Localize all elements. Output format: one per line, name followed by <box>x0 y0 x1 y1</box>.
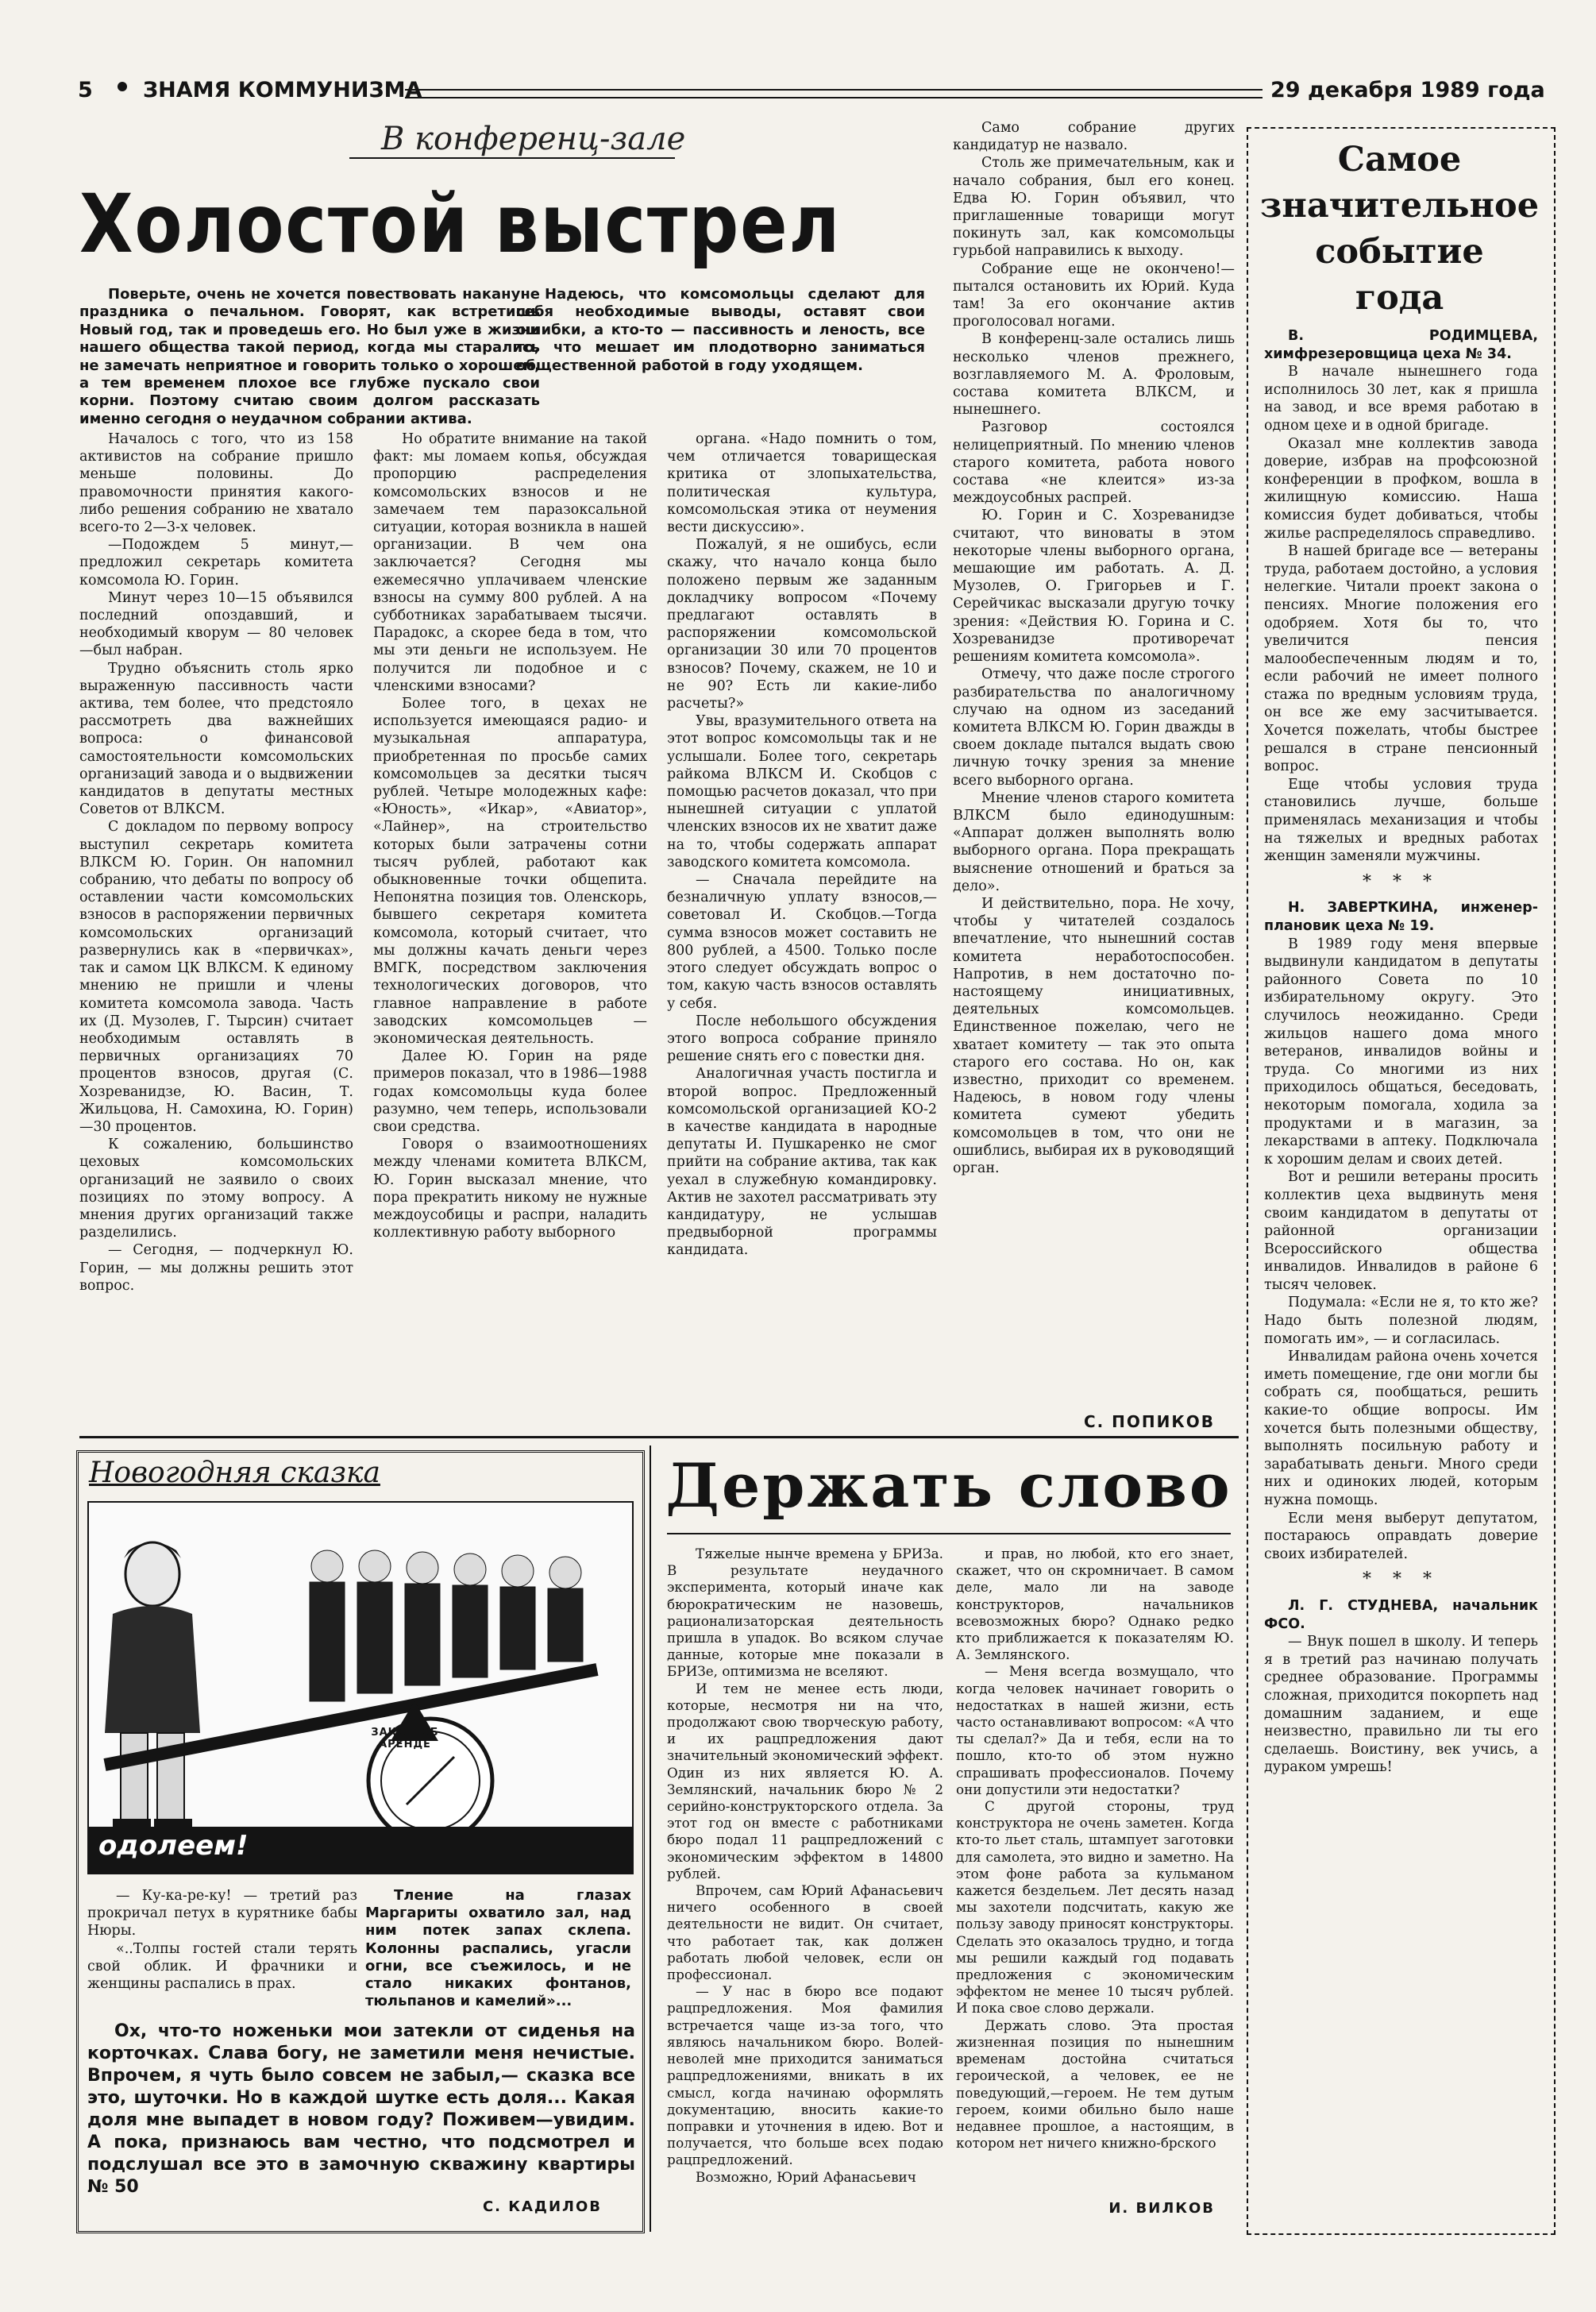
article2-column-1 <box>667 1546 943 2229</box>
paragraph: Но обратите внимание на такой факт: мы ломаем копья, обсуждая пропорцию распределения комсомольских взносов и не замечаем тем паразоксальной ситуации, которая возникла в нашей организации. В чем она заключается? Сегодня мы ежемесячно уплачиваем членские взносы на сумму 800 рублей. А на субботниках зарабатываем тысячи. Парадокс, а скорее беда в том, что мы эти деньги не используем. Не получится ли подобное и с членскими взносами? <box>373 431 647 694</box>
fairy-column-right <box>365 1887 631 2014</box>
entry-author: Л. Г. СТУДНЕВА, начальник ФСО. <box>1264 1597 1538 1632</box>
sidebar-title <box>1255 137 1544 321</box>
paragraph: Трудно объяснить столь ярко выраженную пассивность части актива, тем более, что предстояло рассмотреть два важнейших вопроса: о финансовой самостоятельности комсомольских организаций завода и о выдвижении кандидатов в депутаты местных Советов от ВЛКСМ. <box>79 660 353 818</box>
paragraph: С докладом по первому вопросу выступил секретарь комитета ВЛКСМ Ю. Горин. Он напомнил собранию, что дебаты по вопросу об оставлении части комсомольских взносов в распоряжении первичных комсомольских организаций развернулись как в «первичках», так и самом ЦК ВЛКСМ. К единому мнению не пришли и члены комитета комсомола завода. Часть их (Д. Музолев, Г. Тырсин) считает необходимым оставлять в первичных организациях 70 процентов взносов, другая (С. Хозреванидзе, Ю. Васин, Т. Жильцова, Н. Самохина, Ю. Горин)—30 процентов. <box>79 819 353 1135</box>
paragraph: И тем не менее есть люди, которые, несмотря ни на что, продолжают свою творческую работу, и их рацпредложения дают значительный экономический эффект. Один из них является Ю. А. Землянский, начальник бюро № 2 серийно-конструкторского отдела. За этот год он вместе с работниками бюро подал 11 рацпредложений с экономическим эффектом в 14800 рублей. <box>667 1680 943 1882</box>
paragraph: Столь же примечательным, как и начало собрания, был его конец. Едва Ю. Горин объявил, что приглашенные товарищи могут покинуть зал, как комсомольцы гурьбой направились к выходу. <box>953 155 1235 260</box>
paragraph: В 1989 году меня впервые выдвинули кандидатом в депутаты районного Совета по 10 избирательному округу. Это случилось неожиданно. Среди жильцов нашего дома много ветеранов, инвалидов войны и труда. Со многими из них приходилось общаться, беседовать, некоторым помогала, ходила за продуктами и в магазин, за лекарствами в аптеку. Подключала к хорошим делам и своих детей. <box>1264 936 1538 1168</box>
paragraph: Более того, в цехах не используется имеющаяся радио- и музыкальная аппаратура, приобретенная по просьбе самих комсомольцев за десятки тысяч рублей. Четыре молодежных кафе: «Юность», «Икар», «Авиатор», «Лайнер», на строительство которых были затрачены сотни тысяч рублей, работают как обыкновенные точки общепита. Непонятна позиция тов. Оленскорь, бывшего секретаря комитета комсомола, который считает, что мы должны качать деньги через ВМГК, посредством заключения технологических договоров, что главное направление в работе заводских комсомольцев — экономическая деятельность. <box>373 696 647 1047</box>
article1-column-2 <box>373 430 647 1433</box>
article2-column-2 <box>956 1546 1234 2190</box>
section-rule <box>79 1436 1239 1438</box>
bullet-icon <box>118 82 127 91</box>
paper-name: ЗНАМЯ КОММУНИЗМА <box>143 78 422 102</box>
masthead-rule <box>405 89 1263 98</box>
paragraph: Еще чтобы условия труда становились лучше, больше применялась механизация и чтобы на тяжелых и вредных работах женщин заменяли мужчины. <box>1264 776 1538 865</box>
paragraph: Если меня выберут депутатом, постараюсь оправдать доверие своих избирателей. <box>1264 1510 1538 1562</box>
paragraph: Ю. Горин и С. Хозреванидзе считают, что виноваты в этом некоторые члены выборного органа, мешающие им работать. А. Д. Музолев, О. Григорьев и Г. Серейчикас высказали другую точку зрения: «Действия Ю. Горина и С. Хозреванидзе противоречат решениям комитета комсомола». <box>953 508 1235 666</box>
cartoon-drawing <box>89 1503 632 1873</box>
paragraph: Минут через 10—15 объявился последний опоздавший, и необходимый кворум — 80 человек—был набран. <box>79 589 353 659</box>
sidebar-title-line: Самое <box>1337 140 1462 179</box>
lead-paragraph: Поверьте, очень не хочется повествовать накануне праздника о печальном. Говорят, как встретишь Новый год, так и проведешь его. Но был уже в жизни нашего общества такой период, когда мы старались не замечать неприятное и говорить только о хорошем, а тем временем плохое все глубже пускало свои корни. Поэтому считаю своим долгом рассказать именно сегодня о неудачном собрании актива. <box>79 286 540 427</box>
paragraph: В нашей бригаде все — ветераны труда, работаем достойно, а условия нелегкие. Читали проект закона о пенсиях. Многие положения его одобряем. Хотя бы то, что увеличится пенсия малообеспеченным людям и то, если рабочий не имеет полного стажа по вредным условиям труда, он все же ему засчитывается. Хочется пожелать, чтобы быстрее решался в стране пенсионный вопрос. <box>1264 543 1538 775</box>
sidebar-title-line: значительное <box>1259 186 1540 226</box>
issue-date: 29 декабря 1989 года <box>1270 78 1545 102</box>
sidebar-title-line: событие <box>1315 232 1484 272</box>
stars-separator: * * * <box>1363 1569 1440 1590</box>
paragraph: После небольшого обсуждения этого вопроса собрание приняло решение снять его с повестки дня. <box>667 1013 937 1065</box>
paragraph: Тяжелые нынче времена у БРИЗа. В результате неудачного эксперимента, который иначе как бюрократическим не назовешь, рационализаторская деятельность пришла в упадок. Во всяком случае данные, которые мне показали в БРИЗе, оптимизма не вселяют. <box>667 1546 943 1680</box>
paragraph: Само собрание других кандидатур не назвало. <box>953 120 1235 154</box>
article-headline: Холостой выстрел <box>79 177 842 272</box>
paragraph: — У нас в бюро все подают рацпредложения. Моя фамилия встречается чаще из-за того, что являюсь начальником бюро. Волей-неволей мне приходится заниматься рацпредложениями, вникать в их смысл, когда начинаю оформлять документацию, вносить какие-то поправки и уточнения в идею. Вот и получается, что больше всех подаю рацпредложений. <box>667 1983 943 2168</box>
paragraph: Возможно, Юрий Афанасьевич <box>696 2168 916 2185</box>
article2-rule <box>667 1533 1231 1534</box>
paragraph: Оказал мне коллектив завода доверие, избрав на профсоюзной конференции в профком, вошла в жилищную комиссию. Наша комиссия будет добиваться, чтобы жилье распределялось справедливо. <box>1264 435 1538 542</box>
paragraph: —Подождем 5 минут,—предложил секретарь комитета комсомола Ю. Горин. <box>79 537 353 589</box>
paragraph: Далее Ю. Горин на ряде примеров показал, что в 1986—1988 годах комсомольцы куда более разумно, чем теперь, использовали свои средства. <box>373 1048 647 1135</box>
paragraph: Началось с того, что из 158 активистов на собрание пришло меньше половины. До правомочности принятия какого-либо решения собранию не хватало всего-то 2—3-х человек. <box>79 431 353 536</box>
paragraph: Отмечу, что даже после строгого разбирательства по аналогичному случаю на одном из заседаний комитета ВЛКСМ Ю. Горин дважды в своем докладе пытался выдать свою личную точку зрения за мнение всего выборного органа. <box>953 666 1235 789</box>
lead-paragraph: Надеюсь, что комсомольцы сделают для себя необходимые выводы, оставят свои ошибки, а кто-то — пассивность и леность, все то, что мешает им плодотворно заниматься общественной работой в году уходящем. <box>516 286 925 374</box>
paragraph: Говоря о взаимоотношениях между членами комитета ВЛКСМ, Ю. Горин высказал мнение, что пора прекратить никому не нужные междоусобицы и распри, наладить коллективную работу выборного <box>373 1137 647 1241</box>
fairy-tale-title: Новогодняя сказка <box>89 1457 380 1489</box>
article1-column-3 <box>667 430 937 1433</box>
cartoon-caption: одолеем! <box>98 1830 249 1862</box>
paragraph: Ох, что-то ноженьки мои затекли от сиденья на корточках. Слава богу, не заметили меня нечистые. Впрочем, я чуть было совсем не забыл,— сказка все это, шуточки. Но в каждой шутке есть доля... Какая доля мне выпадет в новом году? Поживем—увидим. А пока, признаюсь вам честно, что подсмотрел и подслушал все это в замочную скважину квартиры № 50 <box>87 2021 635 2197</box>
paragraph: Увы, вразумительного ответа на этот вопрос комсомольцы так и не услышали. Более того, секретарь райкома ВЛКСМ И. Скобцов с помощью расчетов доказал, что при нынешней ситуации с уплатой членских взносов их не хватит даже на то, чтобы содержать аппарат заводского комитета комсомола. <box>667 713 937 870</box>
paragraph: — Внук пошел в школу. И теперь я в третий раз начинаю получать среднее образование. Программы сложная, приходится покорпеть над домашним заданием, и еще неизвестно, правильно ли ты его сделаешь. Воистину, век учись, а дураком умрешь! <box>1264 1634 1538 1776</box>
sidebar-title-line: года <box>1355 278 1444 318</box>
paragraph: Подумала: «Если не я, то кто же? Надо быть полезной людям, помогать им», — и согласилась. <box>1264 1295 1538 1347</box>
article1-column-4 <box>953 119 1235 1399</box>
paragraph: — Меня всегда возмущало, что когда человек начинает говорить о недостатках в нашей жизни, есть часто останавливают вопросом: «А что ты сделал?» Да и тебя, если на то пошло, кто-то об этом нужно спрашивать профессионалов. Почему они допустили эти недостатки? <box>956 1663 1234 1797</box>
article2-headline: Держать слово <box>665 1450 1232 1521</box>
article1-column-1 <box>79 430 353 1433</box>
paragraph: Держать слово. Эта простая жизненная позиция по нынешним временам достойна считаться героической, а человек, ее не поведующий,—героем. Не тем дутым героем, коими обильно было наше недавнее прошлое, а настоящим, в котором нет ничего книжно-брского <box>956 2017 1234 2152</box>
paragraph: К сожалению, большинство цеховых комсомольских организаций не заявило о своих позициях по этому вопросу. А мнения других организаций также разделились. <box>79 1137 353 1241</box>
paragraph: органа. «Надо помнить о том, чем отличается товарищеская критика от злопыхательства, политическая культура, комсомольская этика от неумения вести дискуссию». <box>667 431 937 536</box>
paragraph: Аналогичная участь постигла и второй вопрос. Предложенный комсомольской организацией КО-2 в качестве кандидата в народные депутаты И. Пушкаренко не смог прийти на собрание актива, так как уехал в служебную командировку. Актив не захотел рассматривать эту кандидатуру, не услышав предвыборной программы кандидата. <box>667 1066 937 1259</box>
article1-author: С. ПОПИКОВ <box>1083 1412 1215 1431</box>
paragraph: и прав, но любой, кто его знает, скажет, что он скромничает. В самом деле, мало ли на заводе конструкторов, начальников всевозможных бюро? Однако редко кто приближается к показателям Ю. А. Землянского. <box>956 1546 1234 1663</box>
paragraph: — Сегодня, — подчеркнул Ю. Горин, — мы должны решить этот вопрос. <box>79 1242 353 1294</box>
paragraph: Собрание еще не окончено!—пытался остановить их Юрий. Куда там! За его окончание актив проголосовал ногами. <box>953 261 1235 330</box>
fairy-column-left <box>87 1887 357 2014</box>
article2-author: И. ВИЛКОВ <box>1108 2200 1215 2217</box>
fairy-author: С. КАДИЛОВ <box>482 2198 602 2215</box>
paragraph: Пожалуй, я не ошибусь, если скажу, что начало конца было положено первым же заданным докладчику вопросом «Почему предлагают оставлять в распоряжении комсомольской организации 30 или 70 процентов взносов? Почему, скажем, не 10 и не 90? Есть ли какие-либо расчеты?» <box>667 537 937 712</box>
paragraph: Мнение членов старого комитета ВЛКСМ было единодушным: «Аппарат должен выполнять волю выборного органа. Пора прекращать выяснение отношений и браться за дело». <box>953 789 1235 894</box>
paragraph: — Ку-ка-ре-ку! — третий раз прокричал петух в курятнике бабы Нюры. <box>87 1888 357 1940</box>
column-rule <box>650 1445 651 2232</box>
cartoon-illustration <box>87 1501 634 1874</box>
paragraph: Вот и решили ветераны просить коллектив цеха выдвинуть меня своим кандидатом в депутаты от районной организации Всероссийского общества инвалидов. Инвалидов в районе 6 тысяч человек. <box>1264 1169 1538 1293</box>
paragraph: — Сначала перейдите на безналичную уплату взносов,—советовал И. Скобцов.—Тогда сумма взносов может составить не 800 рублей, а 4500. Только после этого следует обсуждать вопрос о том, какую часть взносов оставлять у себя. <box>667 872 937 1012</box>
paragraph: И действительно, пора. Не хочу, чтобы у читателей создалось впечатление, что нынешний состав комитета неработоспособен. Напротив, в нем достаточно по-настоящему инициативных, деятельных комсомольцев. Единственное пожелаю, чего не хватает комитету — так это опыта старого его состава. Но он, как известно, приходит со временем. Надеюсь, в новом году члены комитета сумеют убедить комсомольцев в том, что они не ошиблись, выбирая их в руководящий орган. <box>953 895 1235 1176</box>
sidebar-entries <box>1264 327 1538 1777</box>
paragraph: Инвалидам района очень хочется иметь помещение, где они могли бы собрать ся, пообщаться, решить какие-то общие вопросы. Им хочется быть полезными обществу, выполнять посильную работу и зарабатывать деньги. Много среди них и одиноких людей, которым нужна помощь. <box>1264 1349 1538 1508</box>
paragraph: «..Толпы гостей стали терять свой облик. И фрачники и женщины распались в прах. <box>87 1940 357 1993</box>
entry-author: Н. ЗАВЕРТКИНА, инженер-плановик цеха № 19. <box>1264 900 1538 934</box>
paragraph: С другой стороны, труд конструктора не очень заметен. Когда кто-то льет сталь, штампует заготовки для самолета, это видно и заметно. На этом фоне работа за кульманом кажется бездельем. Лет десять назад мы захотели подсчитать, какую же пользу заводу приносят конструкторы. Сделать это оказалось трудно, и тогда мы решили каждый год подавать предложения с экономическим эффектом не менее 10 тысяч рублей. И пока свое слово держали. <box>956 1798 1234 2017</box>
paragraph: Тление на глазах Маргариты охватило зал, над ним потек запах склепа. Колонны распались, угасли огни, все съежилось, и не стало никаких фонтанов, тюльпанов и камелий»... <box>365 1887 631 2010</box>
paragraph: Разговор состоялся нелицеприятный. По мнению членов старого комитета, работа нового состава «не клеится» из-за междоусобных распрей. <box>953 419 1235 507</box>
kicker-rule <box>349 157 675 159</box>
fairy-bold-text <box>87 2021 635 2198</box>
entry-author: В. РОДИМЦЕВА, химфрезеровщица цеха № 34. <box>1264 328 1538 362</box>
stars-separator: * * * <box>1363 871 1440 892</box>
paragraph: Впрочем, сам Юрий Афанасьевич ничего особенного в своей деятельности не видит. Он считает, что работает так, как должен работать любой человек, если он профессионал. <box>667 1882 943 1983</box>
paragraph: В начале нынешнего года исполнилось 30 лет, как я пришла на завод, и все время работаю в одном цехе и в одной бригаде. <box>1264 364 1538 434</box>
article-kicker: В конференц-зале <box>381 121 686 157</box>
page-number: 5 <box>78 78 93 102</box>
paragraph: В конференц-зале остались лишь несколько членов прежнего, возглавляемого М. А. Фроловым, состава комитета ВЛКСМ, и нынешнего. <box>953 331 1235 419</box>
seal-text: ЗАКОН ОБ АРЕНДЕ <box>371 1727 439 1750</box>
